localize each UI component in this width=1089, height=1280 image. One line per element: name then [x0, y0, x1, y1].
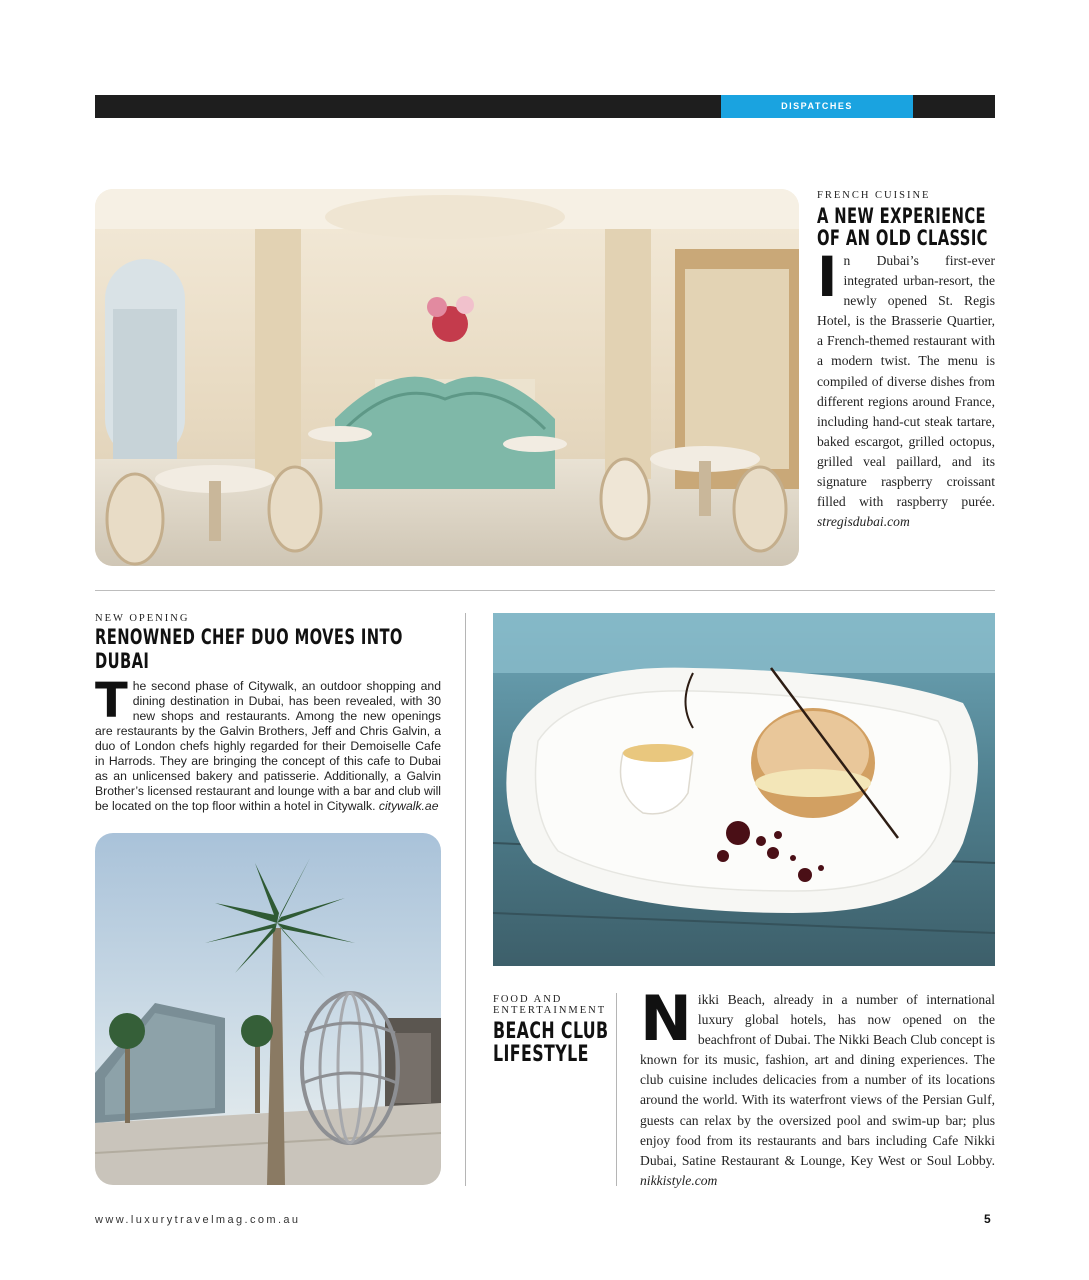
citywalk-photo: [95, 833, 441, 1185]
article-kicker: FOOD AND: [493, 994, 563, 1005]
footer-website[interactable]: www.luxurytravelmag.com.au: [95, 1214, 301, 1226]
article-url[interactable]: stregisdubai.com: [817, 514, 910, 530]
headline-line: LIFESTYLE: [493, 1042, 589, 1067]
drop-cap: I: [817, 245, 838, 309]
article-headline: [493, 1020, 613, 1066]
article-text: n Dubai’s first-ever integrated urban-resort, the newly opened St. Regis Hotel, is the Brasserie Quartier, a French-themed restaurant with a modern twist. The menu is compiled of diverse dishes from different regions around France, including hand-cut steak tartare, baked escargot, grilled octopus, grilled veal paillard, and its signature raspberry croissant filled with raspberry purée.: [817, 253, 995, 510]
article-url[interactable]: citywalk.ae: [378, 799, 439, 813]
dessert-plate-photo: [493, 613, 995, 966]
drop-cap: T: [95, 673, 128, 729]
restaurant-interior-photo: [95, 189, 799, 566]
headline-line: A NEW EXPERIENCE: [817, 204, 986, 228]
section-divider: [95, 590, 995, 591]
section-label: DISPATCHES: [721, 95, 913, 118]
headline-line: OF AN OLD CLASSIC: [817, 226, 988, 250]
article-body: [817, 245, 995, 532]
article-url[interactable]: nikkistyle.com: [640, 1172, 718, 1188]
article-text: ikki Beach, already in a number of international luxury global hotels, has now opened on the beachfront of Dubai. The Nikki Beach Club concept is known for its music, fashion, art and dining experiences. The club cuisine includes delicacies from a number of its locations around the world. With its waterfront views of the Persian Gulf, guests can relax by the oversized pool and swim-up bar; plus enjoy food from its restaurants and bars including Cafe Nikki Dubai, Satine Restaurant & Lounge, Key West or Soul Lobby.: [640, 992, 995, 1168]
article-beach-club: [640, 982, 995, 1191]
article-text: he second phase of Citywalk, an outdoor shopping and dining destination in Dubai, has been revealed, with 30 new shops and restaurants. Among the new openings are restaurants by the Galvin Brothers, Jeff and Chris Galvin, a duo of London chefs highly regarded for their Demoiselle Cafe in Harrods. They are bringing the concept of this cafe to Dubai as an unlicensed bakery and patisserie. Additionally, a Galvin Brother’s licensed restaurant and lounge with a bar and club will be located on the top floor within a hotel in Citywalk.: [95, 679, 441, 813]
column-divider: [616, 993, 617, 1186]
drop-cap: N: [640, 982, 692, 1055]
article-french-cuisine: [817, 190, 995, 532]
headline-line: BEACH CLUB: [493, 1019, 609, 1044]
article-headline: [817, 205, 996, 249]
article-headline: RENOWNED CHEF DUO MOVES INTO DUBAI: [95, 625, 403, 673]
page-number: 5: [984, 1212, 991, 1226]
article-body: [95, 673, 441, 814]
article-new-opening: [95, 613, 441, 814]
article-body: [640, 982, 995, 1191]
article-beach-club-header: [493, 994, 608, 1066]
article-kicker: NEW OPENING: [95, 613, 190, 624]
article-kicker: ENTERTAINMENT: [493, 1005, 607, 1016]
article-kicker: FRENCH CUISINE: [817, 190, 931, 201]
column-divider: [465, 613, 466, 1186]
section-header-bar: [95, 95, 995, 118]
